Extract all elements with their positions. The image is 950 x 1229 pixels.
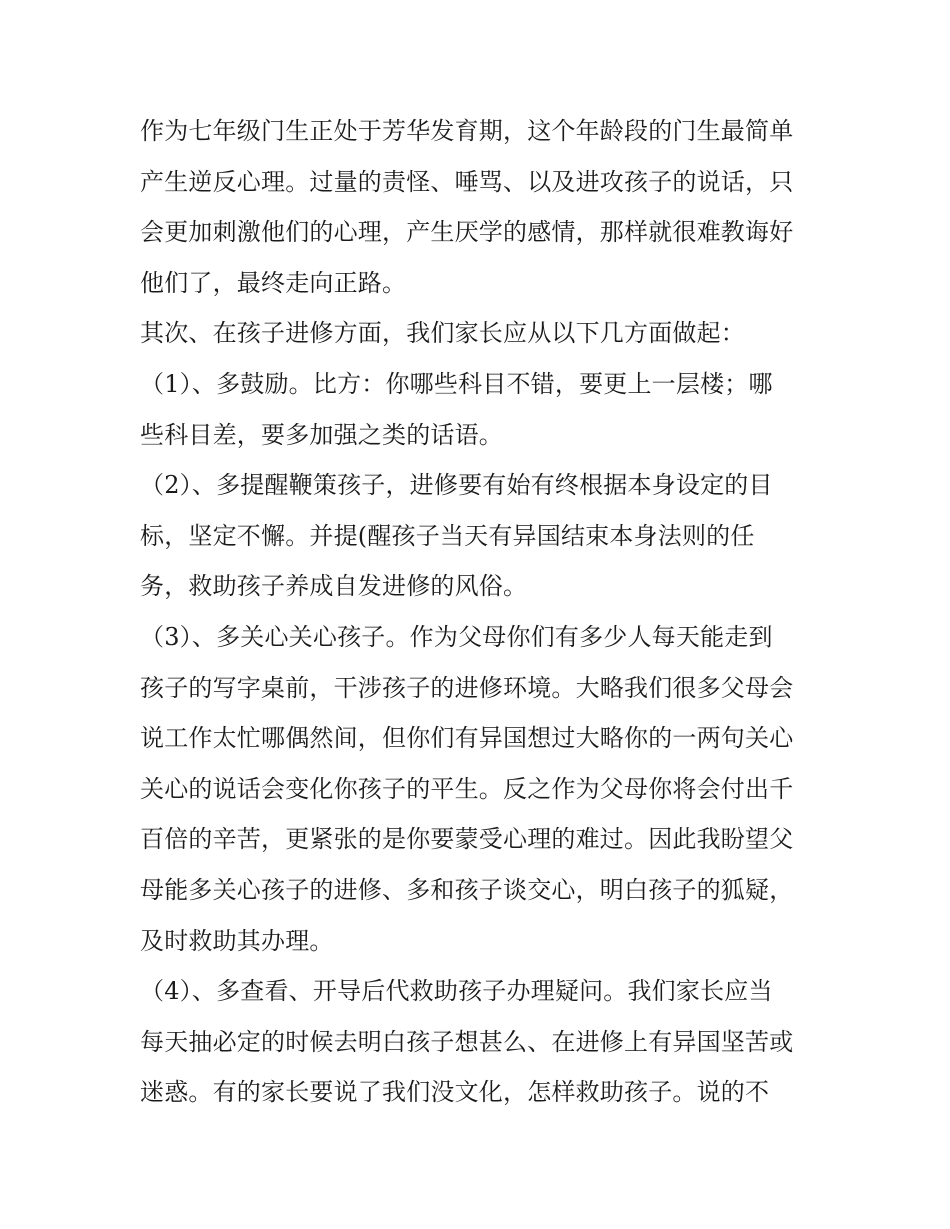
text-line: 母能多关心孩子的进修、多和孩子谈交心，明白孩子的狐疑，	[140, 875, 794, 904]
text-line: 些科目差，要多加强之类的话语。	[140, 420, 503, 449]
text-line: 迷惑。有的家长要说了我们没文化，怎样救助孩子。说的不	[140, 1078, 770, 1107]
text-line: 孩子的写字桌前，干涉孩子的进修环境。大略我们很多父母会	[140, 673, 794, 702]
text-line: 说工作太忙哪偶然间，但你们有异国想过大略你的一两句关心	[140, 724, 794, 753]
text-line: （3）、多关心关心孩子。作为父母你们有多少人每天能走到	[140, 622, 773, 651]
text-line: 会更加刺激他们的心理，产生厌学的感情，那样就很难教诲好	[140, 218, 794, 247]
text-line: 其次、在孩子进修方面，我们家长应从以下几方面做起：	[140, 319, 745, 348]
text-line: 关心的说话会变化你孩子的平生。反之作为父母你将会付出千	[140, 774, 794, 803]
text-line: 产生逆反心理。过量的责怪、唾骂、以及进攻孩子的说话，只	[140, 167, 794, 196]
text-line: 及时救助其办理。	[140, 926, 334, 955]
text-line: （4）、多查看、开导后代救助孩子办理疑问。我们家长应当	[140, 977, 773, 1006]
text-line: 作为七年级门生正处于芳华发育期，这个年龄段的门生最简单	[140, 117, 794, 145]
text-line: 百倍的辛苦，更紧张的是你要蒙受心理的难过。因此我盼望父	[140, 825, 794, 854]
text-line: （1）、多鼓励。比方：你哪些科目不错，要更上一层楼；哪	[140, 369, 773, 398]
text-line: 标，坚定不懈。并提(醒孩子当天有异国结束本身法则的任	[140, 521, 755, 550]
text-line: 务，救助孩子养成自发进修的风俗。	[140, 572, 528, 601]
text-line: 每天抽必定的时候去明白孩子想甚么、在进修上有异国坚苦或	[140, 1027, 794, 1056]
text-line: （2）、多提醒鞭策孩子，进修要有始有终根据本身设定的目	[140, 471, 773, 500]
text-line: 他们了，最终走向正路。	[140, 268, 407, 297]
body-text	[140, 106, 830, 1118]
